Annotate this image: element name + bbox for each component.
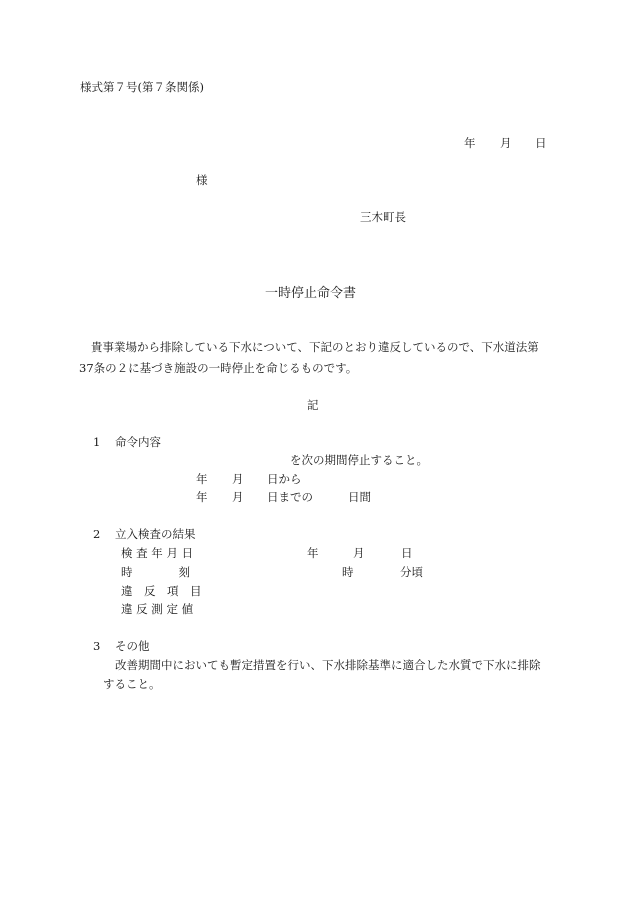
section3-line-1: 改善期間中においても暫定措置を行い、下水排除基準に適合した水質で下水に排除 bbox=[115, 658, 541, 672]
section1-number: 1 bbox=[93, 435, 101, 449]
inspection-month: 月 bbox=[353, 546, 365, 560]
form-number: 様式第７号(第７条関係) bbox=[80, 80, 204, 94]
section1-heading: 命令内容 bbox=[115, 435, 161, 449]
until-days: 日間 bbox=[348, 490, 371, 504]
from-day: 日から bbox=[267, 472, 302, 486]
time-label: 時 刻 bbox=[121, 565, 190, 579]
time-hour: 時 bbox=[342, 565, 354, 579]
section3-line-2: すること。 bbox=[103, 677, 161, 691]
section2-number: 2 bbox=[93, 527, 101, 541]
from-year: 年 bbox=[196, 472, 208, 486]
inspection-date-label: 検 査 年 月 日 bbox=[121, 546, 194, 560]
body-line-1: 貴事業場から排除している下水について、下記のとおり違反しているので、下水道法第 bbox=[91, 340, 539, 354]
inspection-day: 日 bbox=[401, 546, 413, 560]
document-title: 一時停止命令書 bbox=[265, 286, 357, 301]
date-day: 日 bbox=[535, 136, 547, 150]
time-minute: 分頃 bbox=[400, 565, 423, 579]
until-day: 日までの bbox=[267, 490, 313, 504]
section3-heading: その他 bbox=[115, 639, 150, 653]
order-text: を次の期間停止すること。 bbox=[290, 453, 428, 467]
date-year: 年 bbox=[464, 136, 476, 150]
section2-heading: 立入検査の結果 bbox=[115, 527, 196, 541]
section3-number: 3 bbox=[93, 639, 101, 653]
ki-heading: 記 bbox=[307, 398, 319, 412]
date-month: 月 bbox=[500, 136, 512, 150]
inspection-year: 年 bbox=[307, 546, 319, 560]
until-year: 年 bbox=[196, 490, 208, 504]
until-month: 月 bbox=[232, 490, 244, 504]
violation-item-label: 違 反 項 目 bbox=[121, 584, 202, 598]
body-line-2: 37条の２に基づき施設の一時停止を命じるものです。 bbox=[79, 361, 358, 375]
issuer: 三木町長 bbox=[360, 210, 406, 224]
from-month: 月 bbox=[232, 472, 244, 486]
addressee-suffix: 様 bbox=[196, 173, 208, 187]
violation-value-label: 違 反 測 定 値 bbox=[121, 602, 194, 616]
